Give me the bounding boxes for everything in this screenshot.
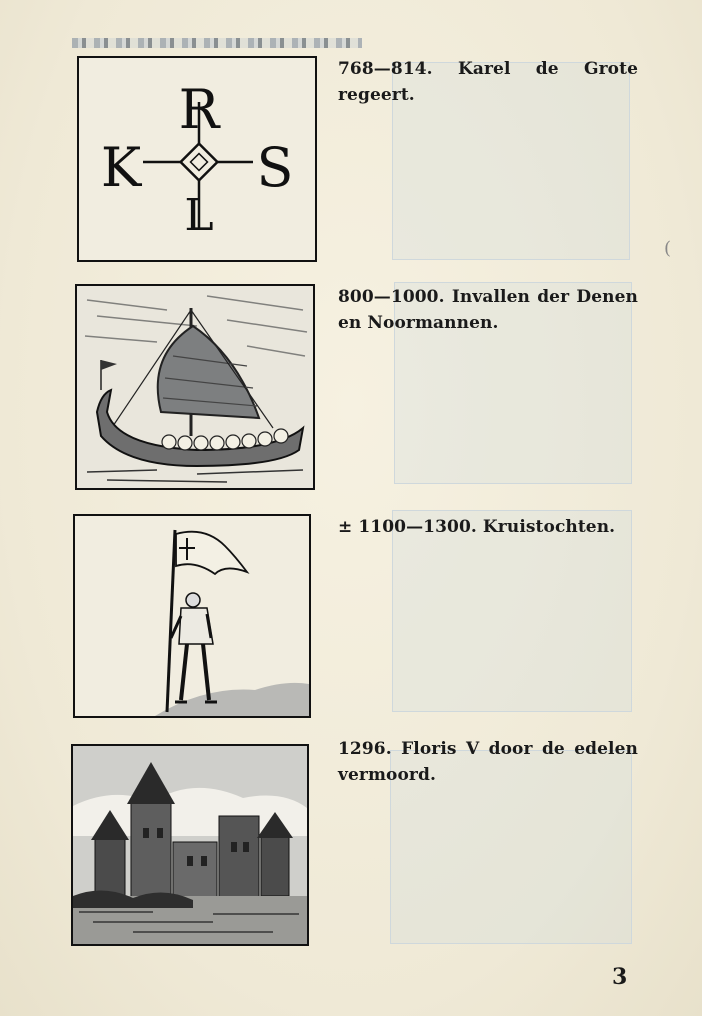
crusader-knight-icon xyxy=(75,516,309,716)
monogram-letter-left: K xyxy=(100,136,142,199)
monogram-panel xyxy=(77,56,317,262)
monogram-letter-right: S xyxy=(256,136,294,199)
entry-kruistochten: ± 1100—1300. Kruistochten. xyxy=(338,517,616,537)
viking-ship-panel xyxy=(75,284,315,490)
crusader-panel xyxy=(73,514,311,718)
viking-ship-icon xyxy=(77,286,313,488)
entry-karel-de-grote: 768—814. Karel de Grote regeert. xyxy=(338,59,638,105)
castle-panel xyxy=(71,744,309,946)
muiderslot-castle-icon xyxy=(73,746,307,944)
entry-invallen-denen: 800—1000. Invallen der Denen en Noormannen. xyxy=(338,287,638,333)
page-number: 3 xyxy=(612,964,628,990)
karolus-monogram-icon xyxy=(79,58,315,260)
stray-mark: ( xyxy=(664,238,672,259)
monogram-letter-top: R xyxy=(178,78,220,141)
monogram-letter-bottom: L xyxy=(184,190,214,241)
printed-strip xyxy=(72,38,362,48)
entry-floris-v: 1296. Floris V door de edelen vermoord. xyxy=(338,739,638,785)
show-through-gate xyxy=(392,510,632,712)
